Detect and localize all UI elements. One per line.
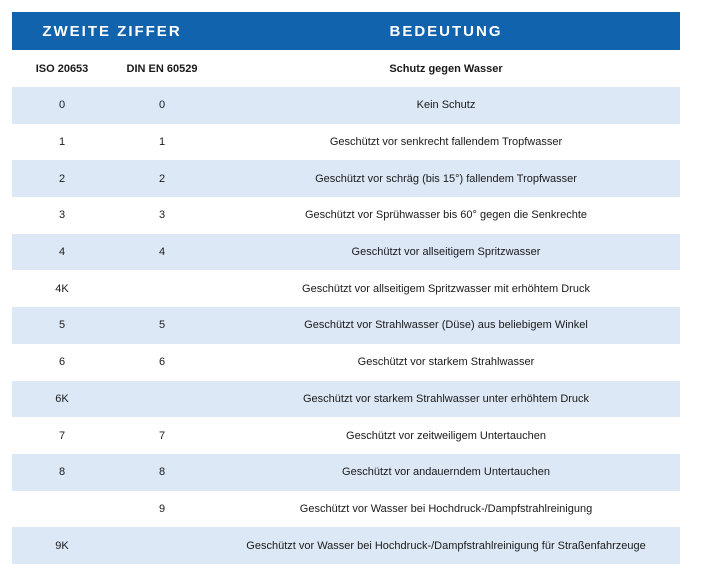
header-second-digit: ZWEITE ZIFFER xyxy=(42,22,182,40)
cell-iso: 6K xyxy=(55,392,69,405)
cell-meaning: Geschützt vor zeitweiligem Untertauchen xyxy=(346,429,546,442)
cell-meaning: Geschützt vor Wasser bei Hochdruck-/Dampfstrahlreinigung für Straßenfahrzeuge xyxy=(246,539,646,552)
cell-din: 5 xyxy=(158,319,166,332)
cell-din: 8 xyxy=(158,466,166,479)
table-row xyxy=(12,270,680,307)
cell-meaning: Geschützt vor Wasser bei Hochdruck-/Dampfstrahlreinigung xyxy=(299,502,593,515)
cell-din: 1 xyxy=(158,136,166,149)
cell-iso: 2 xyxy=(58,172,66,185)
cell-meaning: Geschützt vor starkem Strahlwasser xyxy=(357,356,535,369)
table-row xyxy=(12,454,680,491)
cell-din: 4 xyxy=(158,246,166,259)
cell-meaning: Geschützt vor Strahlwasser (Düse) aus beliebigem Winkel xyxy=(304,319,588,332)
table-row xyxy=(12,344,680,381)
table-row xyxy=(12,417,680,454)
cell-meaning: Geschützt vor allseitigem Spritzwasser mit erhöhtem Druck xyxy=(302,282,590,295)
table-row xyxy=(12,160,680,197)
cell-iso: 6 xyxy=(58,356,66,369)
cell-meaning: Geschützt vor andauerndem Untertauchen xyxy=(342,466,550,479)
cell-din: 7 xyxy=(158,429,166,442)
subheader-iso: ISO 20653 xyxy=(35,62,89,75)
cell-meaning: Geschützt vor schräg (bis 15°) fallendem Tropfwasser xyxy=(315,172,577,185)
cell-meaning: Geschützt vor senkrecht fallendem Tropfwasser xyxy=(329,136,563,149)
cell-din: 0 xyxy=(158,99,166,112)
cell-iso: 7 xyxy=(58,429,66,442)
cell-meaning: Kein Schutz xyxy=(416,99,476,112)
cell-iso: 4 xyxy=(58,246,66,259)
cell-iso: 3 xyxy=(58,209,66,222)
cell-din: 9 xyxy=(158,502,166,515)
table-row xyxy=(12,87,680,124)
cell-iso: 1 xyxy=(58,136,66,149)
table-header xyxy=(12,12,680,50)
cell-iso: 4K xyxy=(55,282,69,295)
cell-iso: 8 xyxy=(58,466,66,479)
table-subheader xyxy=(12,50,680,87)
table-row xyxy=(12,527,680,564)
cell-iso: 0 xyxy=(58,99,66,112)
protection-table xyxy=(12,12,680,564)
cell-din: 6 xyxy=(158,356,166,369)
cell-meaning: Geschützt vor Sprühwasser bis 60° gegen die Senkrechte xyxy=(305,209,587,222)
subheader-protection: Schutz gegen Wasser xyxy=(389,62,503,75)
table-row xyxy=(12,491,680,528)
cell-meaning: Geschützt vor allseitigem Spritzwasser xyxy=(351,246,541,259)
cell-iso: 5 xyxy=(58,319,66,332)
table-row xyxy=(12,197,680,234)
header-meaning: BEDEUTUNG xyxy=(389,22,503,40)
table-row xyxy=(12,124,680,161)
cell-din: 2 xyxy=(158,172,166,185)
table-row xyxy=(12,234,680,271)
table-row xyxy=(12,381,680,418)
subheader-din: DIN EN 60529 xyxy=(126,62,198,75)
cell-din: 3 xyxy=(158,209,166,222)
cell-meaning: Geschützt vor starkem Strahlwasser unter erhöhtem Druck xyxy=(302,392,590,405)
cell-iso: 9K xyxy=(55,539,69,552)
table-row xyxy=(12,307,680,344)
